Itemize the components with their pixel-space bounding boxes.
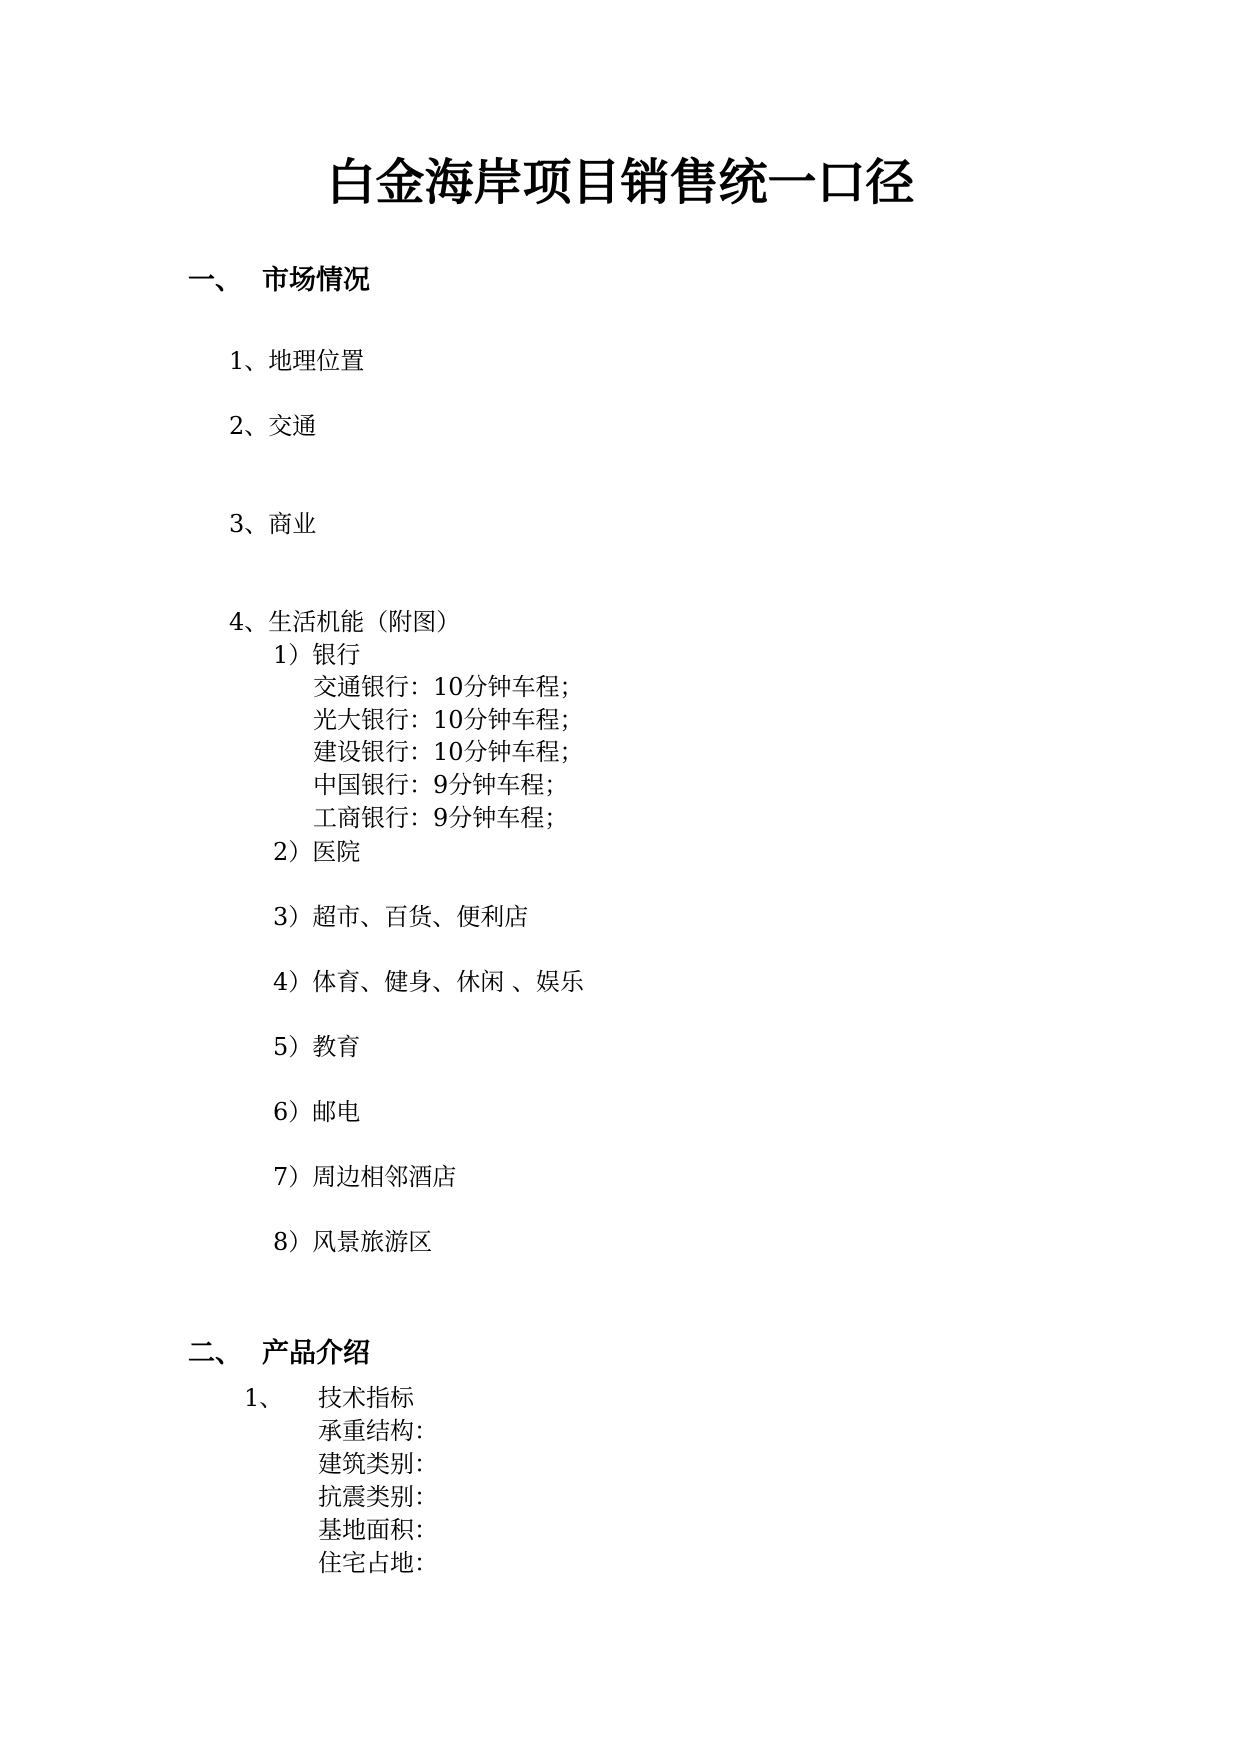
bank-entry: 光大银行：10分钟车程； [313, 706, 584, 734]
section-1-number: 一、 [188, 265, 242, 296]
section-1-heading: 市场情况 [262, 265, 370, 296]
item-commerce: 3、商业 [229, 510, 317, 538]
bank-entry: 中国银行：9分钟车程； [313, 771, 569, 799]
bank-entry: 工商银行：9分钟车程； [313, 804, 569, 832]
spec-field: 抗震类别： [318, 1483, 438, 1511]
sub-item-hotels: 7）周边相邻酒店 [273, 1163, 457, 1191]
sub-item-hospital: 2）医院 [273, 838, 361, 866]
sub-item-education: 5）教育 [273, 1033, 361, 1061]
sub-item-sports: 4）体育、健身、休闲 、娱乐 [273, 968, 584, 996]
document-title: 白金海岸项目销售统一口径 [326, 154, 915, 211]
section-2-heading: 产品介绍 [262, 1338, 370, 1369]
section-2-number: 二、 [188, 1338, 242, 1369]
item-tech-specs-number: 1、 [244, 1384, 284, 1412]
spec-field: 建筑类别： [318, 1450, 438, 1478]
spec-field: 住宅占地： [318, 1549, 438, 1577]
spec-field: 承重结构： [318, 1417, 438, 1445]
sub-item-scenic: 8）风景旅游区 [273, 1228, 433, 1256]
sub-item-post: 6）邮电 [273, 1098, 361, 1126]
spec-field: 基地面积： [318, 1516, 438, 1544]
sub-item-shopping: 3）超市、百货、便利店 [273, 903, 529, 931]
item-traffic: 2、交通 [229, 412, 317, 440]
bank-entry: 建设银行：10分钟车程； [313, 738, 584, 766]
item-geo-location: 1、地理位置 [229, 347, 365, 375]
item-living-functions: 4、生活机能（附图） [229, 608, 461, 636]
sub-item-bank: 1）银行 [273, 641, 361, 669]
bank-entry: 交通银行：10分钟车程； [313, 673, 584, 701]
item-tech-specs-label: 技术指标 [318, 1384, 414, 1412]
